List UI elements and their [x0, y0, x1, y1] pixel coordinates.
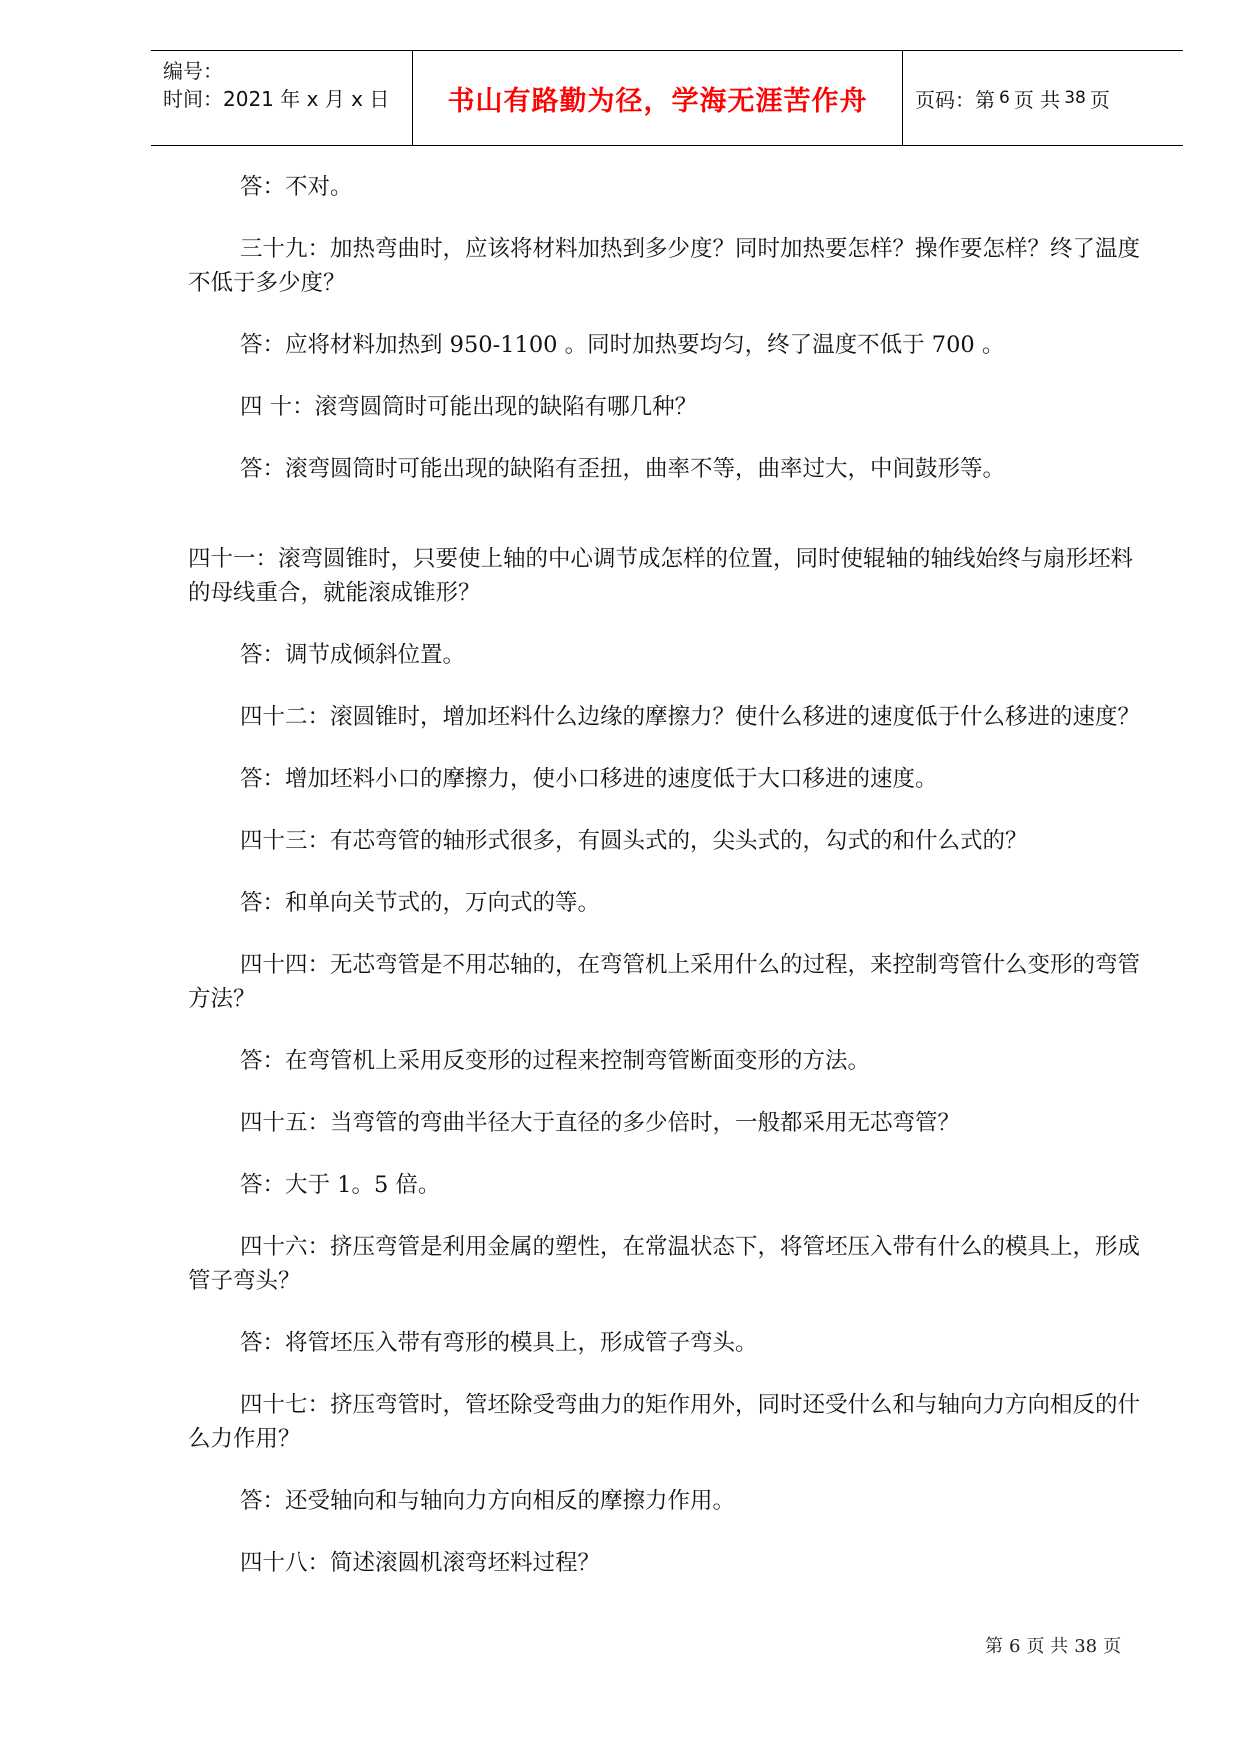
answer: 答：和单向关节式的，万向式的等。 [240, 890, 601, 916]
page-total: 38 [1064, 88, 1086, 108]
page-number: 6 [999, 88, 1010, 108]
date-label: 时间：2021 年 x 月 x 日 [163, 87, 390, 111]
answer: 答：增加坯料小口的摩擦力，使小口移进的速度低于大口移进的速度。 [240, 766, 938, 792]
page-footer [985, 1632, 1127, 1658]
page-suffix: 页 [1089, 87, 1110, 112]
page-header [151, 50, 1183, 146]
answer: 答：滚弯圆筒时可能出现的缺陷有歪扭，曲率不等，曲率过大，中间鼓形等。 [240, 456, 1006, 482]
question: 四十八：简述滚圆机滚弯坯料过程？ [240, 1550, 601, 1576]
footer-mid: 页 共 [1026, 1636, 1069, 1657]
answer: 答：在弯管机上采用反变形的过程来控制弯管断面变形的方法。 [240, 1048, 871, 1074]
answer: 答：调节成倾斜位置。 [240, 642, 466, 668]
question: 四十五：当弯管的弯曲半径大于直径的多少倍时，一般都采用无芯弯管？ [240, 1110, 961, 1136]
answer: 答：将管坯压入带有弯形的模具上，形成管子弯头。 [240, 1330, 758, 1356]
question: 四十二：滚圆锥时，增加坯料什么边缘的摩擦力？使什么移进的速度低于什么移进的速度？ [240, 704, 1141, 730]
header-motto-cell [413, 51, 903, 145]
footer-page-number: 6 [1009, 1636, 1021, 1657]
header-page-cell [903, 51, 1183, 145]
paragraph: 答：不对。 [240, 174, 353, 200]
question: 四十四：无芯弯管是不用芯轴的，在弯管机上采用什么的过程，来控制弯管什么变形的弯管方法？ [188, 952, 1141, 1012]
answer: 答：还受轴向和与轴向力方向相反的摩擦力作用。 [240, 1488, 736, 1514]
question: 四十七：挤压弯管时，管坯除受弯曲力的矩作用外，同时还受什么和与轴向力方向相反的什么力作用？ [188, 1392, 1141, 1452]
question: 四 十：滚弯圆筒时可能出现的缺陷有哪几种？ [240, 394, 698, 420]
question: 四十六：挤压弯管是利用金属的塑性，在常温状态下，将管坯压入带有什么的模具上，形成管子弯头？ [188, 1234, 1141, 1294]
question: 三十九：加热弯曲时，应该将材料加热到多少度？同时加热要怎样？操作要怎样？终了温度不低于多少度？ [188, 236, 1141, 296]
motto-text: 书山有路勤为径，学海无涯苦作舟 [447, 85, 868, 117]
question: 四十一：滚弯圆锥时，只要使上轴的中心调节成怎样的位置，同时使辊轴的轴线始终与扇形坯料的母线重合，就能滚成锥形？ [188, 546, 1134, 606]
serial-number-label: 编号： [163, 59, 223, 83]
answer: 答：应将材料加热到 950-1100 。同时加热要均匀，终了温度不低于 700 。 [240, 332, 1005, 358]
footer-page-total: 38 [1074, 1636, 1098, 1657]
footer-suffix: 页 [1103, 1636, 1122, 1657]
page-prefix: 页码：第 [915, 87, 995, 112]
header-meta-cell [151, 51, 413, 145]
answer: 答：大于 1。5 倍。 [240, 1172, 441, 1198]
document-body [188, 170, 1148, 1608]
footer-prefix: 第 [985, 1636, 1003, 1657]
page-mid: 页 共 [1013, 87, 1061, 112]
question: 四十三：有芯弯管的轴形式很多，有圆头式的，尖头式的，勾式的和什么式的？ [240, 828, 1028, 854]
